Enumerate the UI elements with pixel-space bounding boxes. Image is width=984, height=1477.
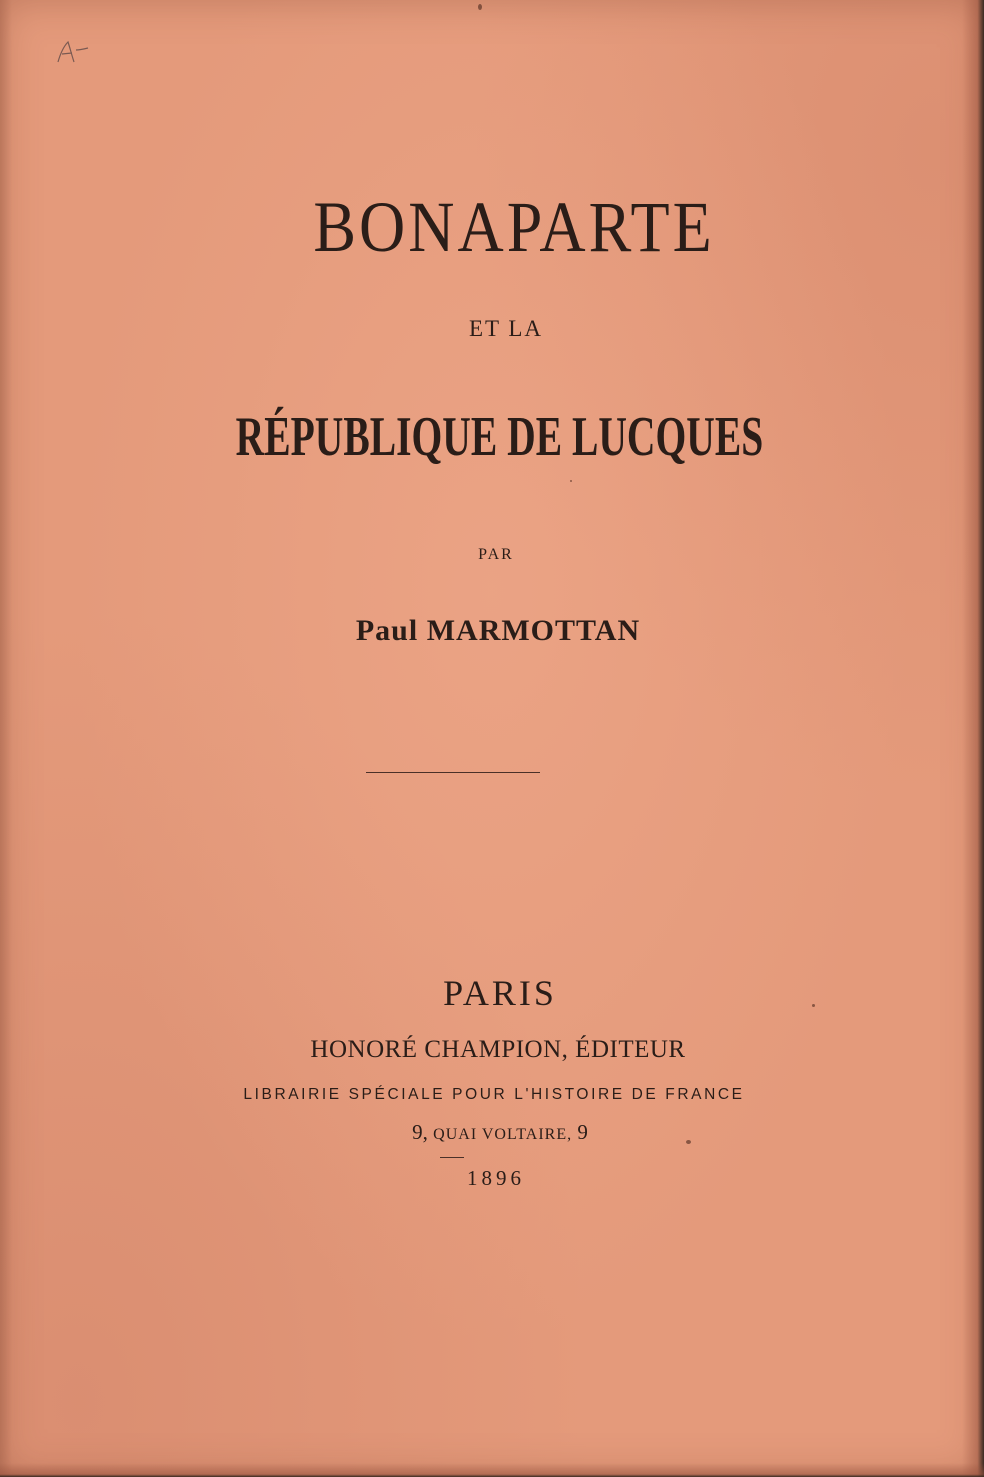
title-conjunction: ET LA — [468, 316, 544, 341]
publisher-address — [0, 1120, 984, 1145]
byline-label: PAR — [478, 546, 514, 563]
ink-speck — [478, 4, 482, 10]
publication-city: PARIS — [443, 973, 557, 1013]
cover-bottom-edge — [0, 1463, 984, 1477]
author-first-name: Paul — [355, 614, 419, 647]
address-street: QUAI VOLTAIRE, — [433, 1126, 573, 1143]
book-subtitle: RÉPUBLIQUE DE LUCQUES — [235, 405, 764, 468]
year-divider — [440, 1157, 464, 1158]
author-last-name: MARMOTTAN — [426, 614, 641, 647]
address-number: 9 — [577, 1120, 588, 1144]
author-name — [0, 614, 984, 648]
publisher-name: HONORÉ CHAMPION, ÉDITEUR — [310, 1036, 686, 1063]
ink-speck — [570, 480, 572, 482]
divider-rule — [366, 772, 540, 773]
pencil-mark-icon — [52, 38, 92, 68]
address-number: 9, — [412, 1120, 428, 1144]
book-title: BONAPARTE — [313, 187, 715, 267]
bookshop-description: LIBRAIRIE SPÉCIALE POUR L'HISTOIRE DE FRANCE — [243, 1086, 745, 1103]
publication-year: 1896 — [467, 1166, 525, 1190]
